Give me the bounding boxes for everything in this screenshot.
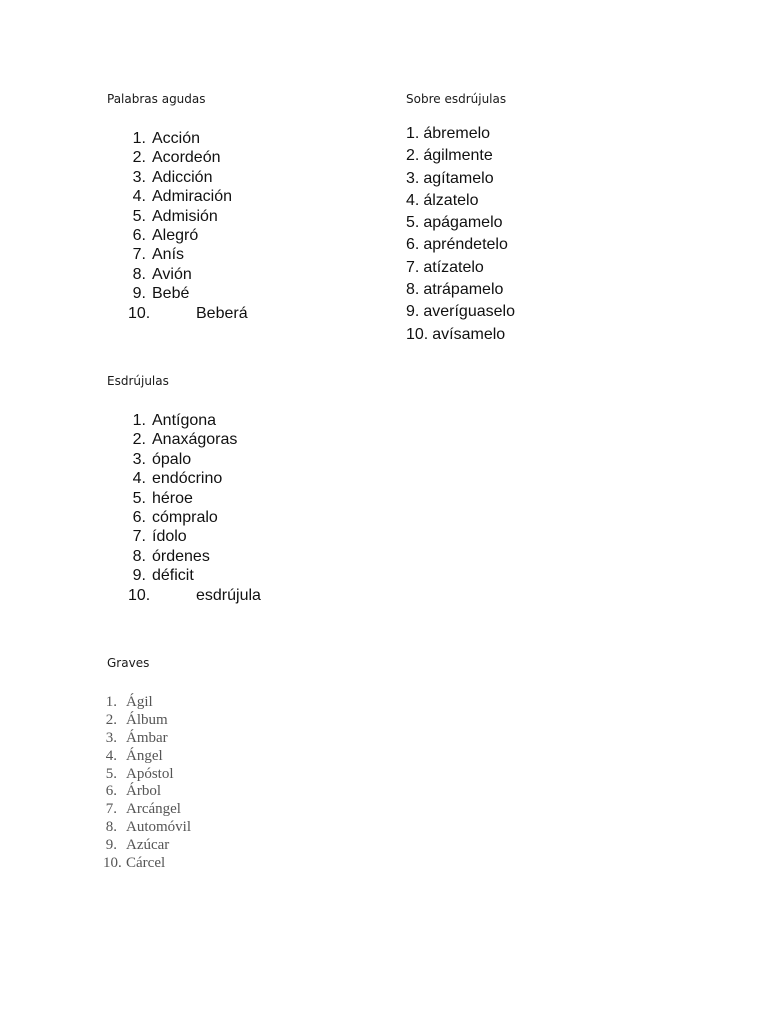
item-text: Admisión: [152, 207, 218, 225]
item-number: 4.: [132, 188, 146, 206]
item-number: 10.: [128, 304, 151, 322]
item-text: endócrino: [152, 470, 223, 488]
list-item: [406, 301, 515, 323]
item-number: 1.: [406, 125, 420, 142]
item-text: Antígona: [152, 412, 217, 429]
item-text: ábremelo: [423, 125, 491, 142]
item-number: 8.: [406, 281, 420, 299]
item-text: Admiración: [152, 188, 233, 206]
item-text: Cárcel: [126, 855, 166, 872]
item-text: álzatelo: [423, 191, 479, 209]
item-text: Ágil: [126, 694, 153, 710]
item-number: 1.: [132, 412, 146, 429]
item-number: 6.: [105, 783, 117, 800]
item-text: ídolo: [152, 528, 187, 546]
list-item: [406, 257, 515, 279]
item-number: 4.: [105, 747, 117, 764]
item-text: atízatelo: [423, 258, 484, 276]
item-text: órdenes: [152, 547, 210, 565]
item-number: 1.: [132, 130, 146, 147]
item-text: Arcángel: [126, 801, 181, 818]
item-text: Árbol: [126, 783, 161, 800]
item-number: 9.: [132, 567, 146, 585]
item-text: Avión: [152, 265, 192, 283]
item-text: esdrújula: [196, 586, 261, 604]
sobreesdrujulas-heading: Sobre esdrújulas: [406, 92, 507, 106]
item-number: 4.: [132, 470, 146, 488]
item-text: Álbum: [126, 711, 168, 728]
list-item: [406, 168, 515, 190]
graves-heading: Graves: [107, 656, 150, 670]
item-number: 7.: [406, 258, 420, 276]
esdrujulas-heading: Esdrújulas: [107, 374, 169, 388]
item-text: Adicción: [152, 168, 213, 186]
item-text: Beberá: [196, 304, 248, 322]
item-number: 4.: [406, 191, 420, 209]
item-number: 10.: [103, 855, 122, 872]
item-text: atrápamelo: [423, 281, 504, 299]
item-number: 8.: [105, 819, 117, 836]
item-text: Anís: [152, 246, 185, 264]
item-number: 6.: [406, 236, 420, 254]
item-text: averíguaselo: [423, 303, 515, 321]
item-text: ágilmente: [423, 147, 493, 165]
item-number: 6.: [132, 508, 146, 526]
item-text: apréndetelo: [423, 236, 508, 254]
item-text: Ángel: [126, 747, 163, 764]
item-number: 1.: [105, 694, 117, 710]
item-text: héroe: [152, 489, 193, 507]
list-item: [406, 190, 515, 212]
item-text: ópalo: [152, 450, 192, 468]
item-number: 3.: [105, 729, 117, 746]
item-text: Acordeón: [152, 149, 221, 167]
item-number: 2.: [132, 149, 146, 167]
item-text: apágamelo: [423, 214, 503, 232]
item-number: 2.: [132, 431, 146, 449]
item-number: 2.: [105, 711, 117, 728]
list-item: [406, 123, 515, 145]
item-number: 7.: [105, 801, 117, 818]
sobreesdrujulas-list: [406, 123, 515, 346]
item-number: 7.: [132, 246, 146, 264]
item-number: 3.: [132, 450, 146, 468]
item-text: Anaxágoras: [152, 431, 238, 449]
list-item: [406, 279, 515, 301]
item-text: cómpralo: [152, 508, 218, 526]
item-number: 7.: [132, 528, 146, 546]
item-number: 8.: [132, 547, 146, 565]
item-number: 3.: [406, 169, 420, 187]
item-number: 5.: [132, 489, 146, 507]
item-text: Bebé: [152, 285, 190, 303]
item-text: agítamelo: [423, 169, 494, 187]
item-text: Automóvil: [126, 819, 192, 836]
item-number: 8.: [132, 265, 146, 283]
list-item: [406, 145, 515, 167]
list-item: [406, 234, 515, 256]
item-text: avísamelo: [432, 325, 506, 343]
item-text: Acción: [152, 130, 201, 147]
list-item: [406, 212, 515, 234]
item-text: Ámbar: [126, 729, 168, 746]
item-number: 5.: [132, 207, 146, 225]
item-number: 9.: [132, 285, 146, 303]
item-text: Alegró: [152, 226, 199, 244]
item-text: déficit: [152, 567, 194, 585]
item-number: 9.: [105, 837, 117, 854]
item-text: Azúcar: [126, 837, 170, 854]
item-number: 5.: [105, 765, 117, 782]
item-number: 9.: [406, 303, 420, 321]
item-number: 2.: [406, 147, 420, 165]
list-item: [406, 324, 515, 346]
item-number: 10.: [406, 325, 429, 343]
item-number: 5.: [406, 214, 420, 232]
item-number: 3.: [132, 168, 146, 186]
item-text: Apóstol: [126, 765, 174, 782]
item-number: 10.: [128, 586, 151, 604]
agudas-heading: Palabras agudas: [107, 92, 206, 106]
item-number: 6.: [132, 226, 146, 244]
